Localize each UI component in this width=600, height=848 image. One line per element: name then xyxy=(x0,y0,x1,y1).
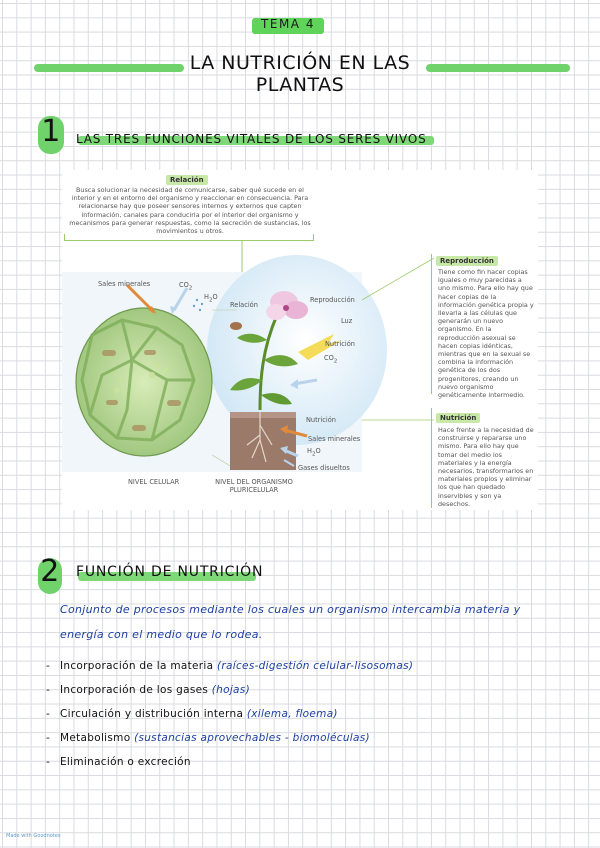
section2-number: 2 xyxy=(40,554,60,589)
list-item: - Eliminación o excreción xyxy=(46,756,191,768)
section2-heading: FUNCIÓN DE NUTRICIÓN xyxy=(76,564,264,580)
list-item: - Incorporación de los gases (hojas) xyxy=(46,684,250,696)
nivel-organismo-label: NIVEL DEL ORGANISMO PLURICELULAR xyxy=(215,478,293,494)
nivel-celular-label: NIVEL CELULAR xyxy=(128,478,180,486)
nutricion-label: Nutrición xyxy=(436,413,480,423)
list-item: - Incorporación de la materia (raíces-digestión celular-lisosomas) xyxy=(46,660,414,672)
nutricion-text: Hace frente a la necesidad de construirse y repararse uno mismo. Para ello hay que tomar del medio los materiales y la energía necesarios, transformarlos en materiales propios y eliminar los que han quedado inservibles y son ya desechos. xyxy=(438,426,534,508)
reproduccion-bracket xyxy=(431,254,432,394)
definition-line-2: energía con el medio que lo rodea. xyxy=(60,628,263,641)
list-item: - Metabolismo (sustancias aprovechables - biomoléculas) xyxy=(46,732,370,744)
sales-minerales-cell-label: Sales minerales xyxy=(98,280,151,288)
section1-number: 1 xyxy=(41,114,61,149)
reproduccion-text: Tiene como fin hacer copias iguales o muy parecidas a uno mismo. Para ello hay que hacer copias de la información genética propia y llevarla a las células que generarán un nuevo organismo. En la reproducción asexual se hacen copias idénticas, mientras que en la sexual se combina la información genética de los dos progenitores, creando un nuevo organismo genéticamente intermedio. xyxy=(438,268,534,400)
nutricion-plant-label: Nutrición xyxy=(325,340,355,348)
reproduccion-label: Reproducción xyxy=(436,256,498,266)
relacion-plant-label: Relación xyxy=(230,301,258,309)
sales-minerales-root-label: Sales minerales xyxy=(308,435,361,443)
section1-heading: LAS TRES FUNCIONES VITALES DE LOS SERES VIVOS xyxy=(76,132,427,146)
goodnotes-watermark: Made with Goodnotes xyxy=(6,833,61,839)
gases-disueltos-label: Gases disueltos xyxy=(298,464,350,472)
nutricion-root-label: Nutrición xyxy=(306,416,336,424)
relacion-text: Busca solucionar la necesidad de comunicarse, saber qué sucede en el interior y en el entorno del organismo y reaccionar en consecuencia. Para relacionarse hay que poseer sensores internos y externos que capten información, canales para conducirla por el interior del organismo y mecanismos para generar respuestas, como la secreción de sustancias, los movimientos u otros. xyxy=(69,186,311,236)
h2o-cell-label: $H_2O$ xyxy=(204,293,218,304)
co2-plant-label: $CO_2$ xyxy=(324,354,338,365)
definition-line-1: Conjunto de procesos mediante los cuales un organismo intercambia materia y xyxy=(60,603,521,616)
luz-label: Luz xyxy=(341,317,353,325)
tag-label: TEMA 4 xyxy=(261,17,315,31)
nutricion-bracket xyxy=(431,408,432,508)
reproduccion-plant-label: Reproducción xyxy=(310,296,355,304)
h2o-root-label: $H_2O$ xyxy=(307,447,321,458)
page-title: LA NUTRICIÓN EN LAS PLANTAS xyxy=(189,52,411,96)
list-item: - Circulación y distribución interna (xilema, floema) xyxy=(46,708,338,720)
vital-functions-figure xyxy=(62,170,538,510)
relacion-label: Relación xyxy=(166,175,208,185)
co2-cell-label: $CO_2$ xyxy=(179,281,193,292)
